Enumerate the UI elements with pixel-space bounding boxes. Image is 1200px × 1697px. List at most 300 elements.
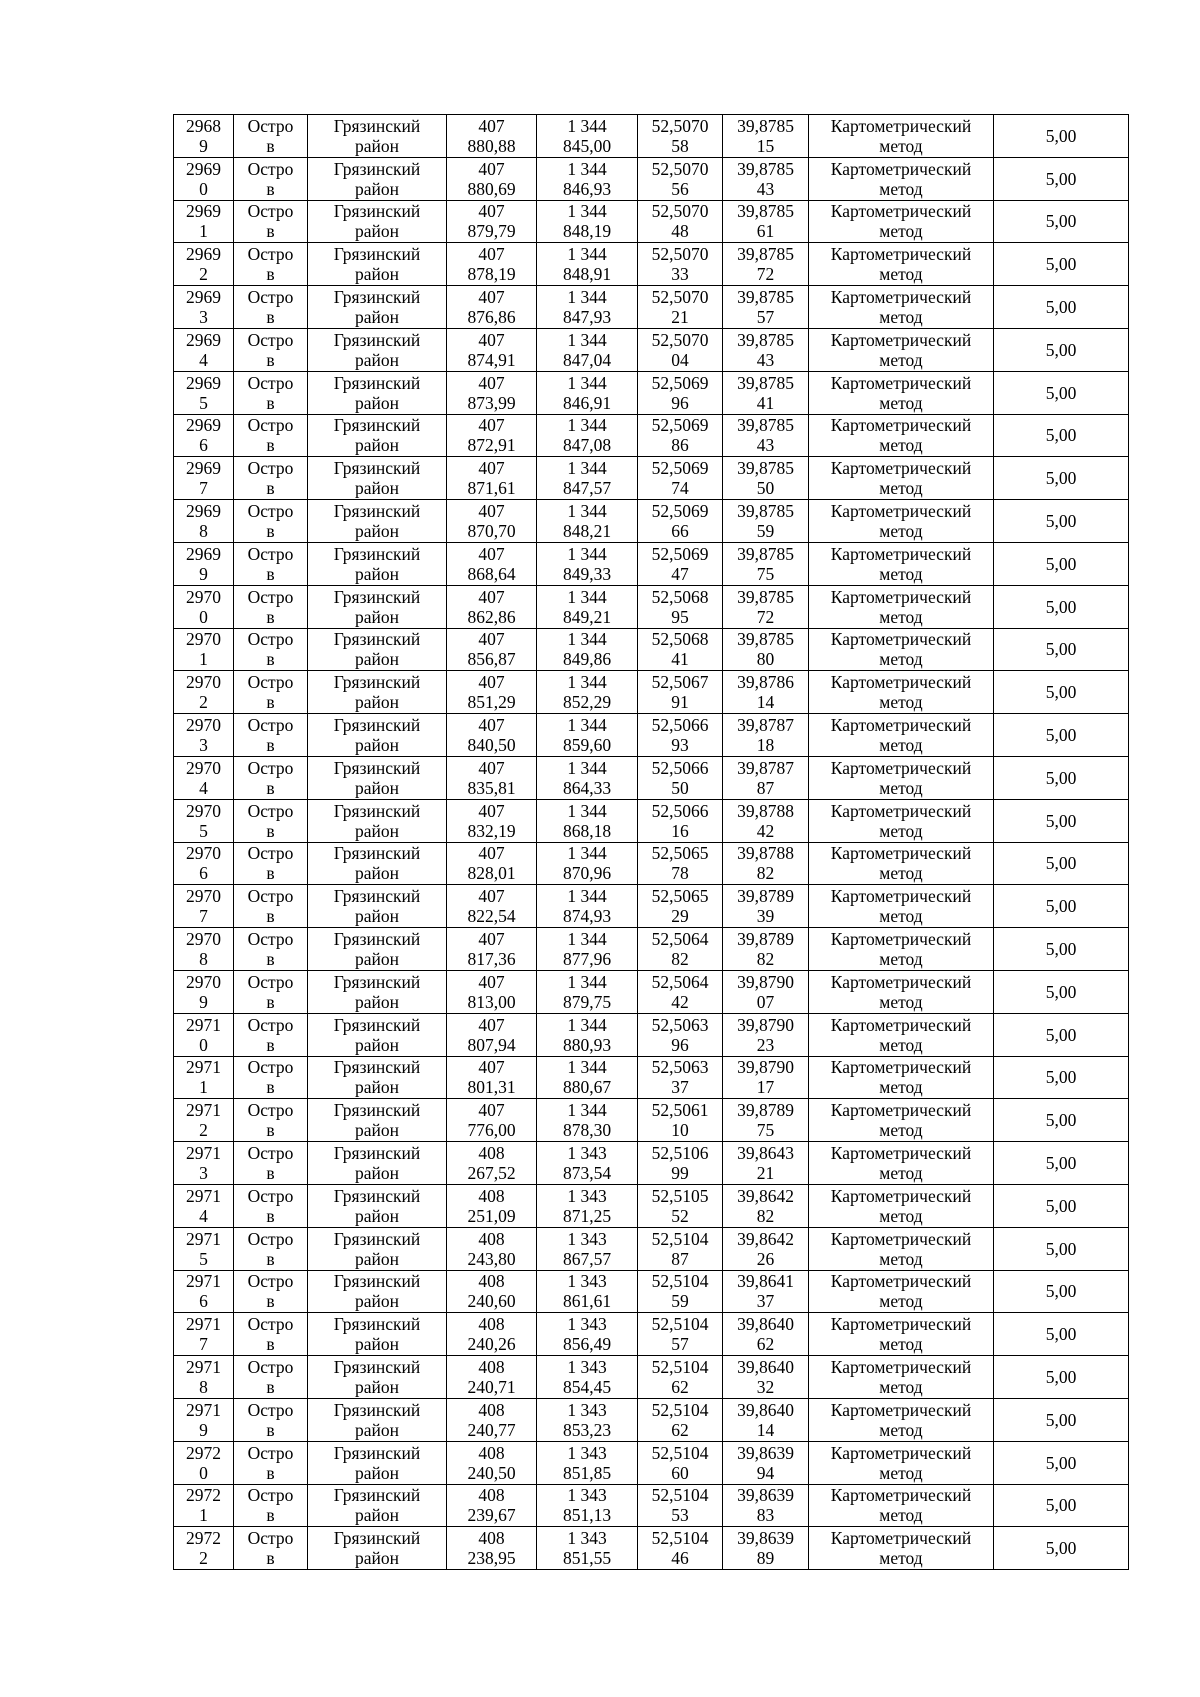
cell-line: 868,64 [467, 563, 516, 584]
cell-line: 52,5104 [651, 1357, 709, 1377]
method-cell [809, 1441, 994, 1484]
cell-line: 21 [671, 307, 689, 328]
cell-line: 39,8789 [737, 1100, 794, 1121]
coord-x-cell [447, 628, 537, 671]
cell-line: Остро [247, 971, 294, 992]
coord-x-cell [447, 371, 537, 414]
cell-line: 2969 [186, 415, 221, 436]
cell-line: 4 [199, 777, 208, 798]
cell-line: Остро [247, 1057, 294, 1078]
object-type-cell [234, 842, 308, 885]
cell-line: 1 344 [567, 672, 607, 693]
cell-line: 96 [671, 1034, 689, 1055]
cell-line: 846,93 [562, 178, 612, 199]
method-cell [809, 842, 994, 885]
cell-line: метод [879, 1077, 923, 1098]
longitude-cell [723, 542, 809, 585]
longitude-cell [723, 585, 809, 628]
accuracy-cell: 5,00 [994, 243, 1129, 286]
table-row [174, 1441, 1129, 1484]
longitude-cell [723, 928, 809, 971]
point-number-cell [174, 457, 234, 500]
cell-line: район [355, 178, 399, 199]
point-number-cell [174, 1142, 234, 1185]
cell-line: 2970 [186, 672, 221, 693]
cell-line: 874,93 [562, 906, 612, 927]
cell-line: Картометрический [830, 415, 972, 436]
object-type-cell [234, 1099, 308, 1142]
cell-line: 52,5066 [651, 715, 709, 736]
cell-line: 43 [756, 178, 775, 199]
cell-line: в [266, 264, 275, 285]
cell-line: 407 [478, 886, 505, 907]
latitude-cell [638, 243, 723, 286]
cell-line: 407 [478, 672, 505, 693]
cell-line: 82 [756, 863, 775, 884]
point-number-cell [174, 1484, 234, 1527]
point-number-cell [174, 1527, 234, 1570]
cell-line: 407 [478, 1057, 505, 1078]
coord-y-cell [537, 970, 638, 1013]
coord-y-cell [537, 885, 638, 928]
cell-line: 94 [756, 1462, 775, 1483]
cell-line: 1 344 [567, 586, 607, 607]
coord-y-cell [537, 243, 638, 286]
cell-line: 39,8642 [737, 1185, 794, 1206]
method-cell [809, 1013, 994, 1056]
cell-line: 83 [756, 1505, 775, 1526]
cell-line: район [355, 1248, 399, 1269]
district-cell [308, 243, 447, 286]
cell-line: 39,8788 [737, 800, 794, 821]
coord-y-cell [537, 799, 638, 842]
cell-line: 17 [756, 1077, 775, 1098]
cell-line: Остро [247, 800, 294, 821]
object-type-cell [234, 1313, 308, 1356]
longitude-cell [723, 714, 809, 757]
table-row [174, 1013, 1129, 1056]
latitude-cell [638, 714, 723, 757]
cell-line: район [355, 1462, 399, 1483]
cell-line: 53 [671, 1505, 689, 1526]
district-cell [308, 714, 447, 757]
cell-line: 39,8640 [737, 1399, 794, 1420]
cell-line: 1 344 [567, 1014, 607, 1035]
coord-x-cell [447, 1441, 537, 1484]
cell-line: метод [879, 1505, 923, 1526]
cell-line: 99 [671, 1163, 689, 1184]
cell-line: 1 343 [567, 1399, 607, 1420]
table-row [174, 714, 1129, 757]
cell-line: 39,8785 [737, 201, 794, 222]
cell-line: 33 [671, 264, 689, 285]
cell-line: 39,8785 [737, 586, 794, 607]
method-cell [809, 585, 994, 628]
district-cell [308, 628, 447, 671]
cell-line: 6 [199, 863, 208, 884]
cell-line: Грязинский [333, 415, 421, 436]
cell-line: 2972 [186, 1485, 221, 1506]
cell-line: Грязинский [333, 886, 421, 907]
object-type-cell [234, 1527, 308, 1570]
object-type-cell [234, 200, 308, 243]
cell-line: 1 [199, 1077, 208, 1098]
coord-x-cell [447, 286, 537, 329]
cell-line: 9 [199, 991, 208, 1012]
cell-line: в [266, 1419, 275, 1440]
cell-line: 39,8785 [737, 629, 794, 650]
cell-line: 52,5104 [651, 1528, 709, 1549]
cell-line: Картометрический [830, 201, 972, 222]
cell-line: в [266, 735, 275, 756]
cell-line: в [266, 1462, 275, 1483]
cell-line: Картометрический [830, 715, 972, 736]
cell-line: 2968 [186, 115, 221, 136]
district-cell [308, 1356, 447, 1399]
cell-line: 2971 [186, 1271, 221, 1292]
cell-line: 93 [671, 735, 689, 756]
cell-line: Грязинский [333, 458, 421, 479]
coord-x-cell [447, 1398, 537, 1441]
cell-line: 52,5068 [651, 586, 709, 607]
cell-line: 1 [199, 1505, 208, 1526]
cell-line: в [266, 1291, 275, 1312]
latitude-cell [638, 671, 723, 714]
cell-line: 854,45 [562, 1377, 612, 1397]
cell-line: Остро [247, 115, 294, 136]
district-cell [308, 1313, 447, 1356]
cell-line: 2971 [186, 1100, 221, 1121]
longitude-cell [723, 1356, 809, 1399]
cell-line: Картометрический [830, 501, 972, 522]
cell-line: 39,8789 [737, 886, 794, 907]
table-row [174, 115, 1129, 158]
longitude-cell [723, 457, 809, 500]
cell-line: в [266, 349, 275, 370]
cell-line: 407 [478, 715, 505, 736]
cell-line: Картометрический [830, 244, 972, 265]
cell-line: Грязинский [333, 1528, 421, 1549]
method-cell [809, 115, 994, 158]
cell-line: 52,5104 [651, 1314, 709, 1335]
cell-line: Грязинский [333, 843, 421, 864]
cell-line: Остро [247, 1485, 294, 1506]
coord-y-cell [537, 1142, 638, 1185]
table-row [174, 1313, 1129, 1356]
cell-line: 407 [478, 843, 505, 864]
cell-line: Остро [247, 1228, 294, 1249]
cell-line: 62 [756, 1334, 775, 1355]
cell-line: 1 344 [567, 1057, 607, 1078]
longitude-cell [723, 200, 809, 243]
coord-x-cell [447, 1356, 537, 1399]
table-row [174, 286, 1129, 329]
cell-line: метод [879, 135, 923, 156]
cell-line: 78 [671, 863, 689, 884]
cell-line: 26 [756, 1248, 775, 1269]
accuracy-cell: 5,00 [994, 1313, 1129, 1356]
cell-line: 1 344 [567, 800, 607, 821]
cell-line: 87 [671, 1248, 689, 1269]
cell-line: Остро [247, 586, 294, 607]
cell-line: 39,8785 [737, 287, 794, 308]
district-cell [308, 799, 447, 842]
cell-line: Картометрический [830, 158, 972, 179]
cell-line: 835,81 [467, 777, 516, 798]
cell-line: в [266, 307, 275, 328]
cell-line: 0 [199, 1462, 208, 1483]
coord-x-cell [447, 842, 537, 885]
cell-line: 240,50 [467, 1462, 516, 1483]
object-type-cell [234, 115, 308, 158]
cell-line: 408 [478, 1228, 505, 1249]
cell-line: 846,91 [562, 392, 612, 413]
cell-line: 39,8788 [737, 843, 794, 864]
cell-line: 52,5063 [651, 1057, 709, 1078]
cell-line: район [355, 1419, 399, 1440]
district-cell [308, 1270, 447, 1313]
cell-line: 1 343 [567, 1228, 607, 1249]
cell-line: 1 344 [567, 501, 607, 522]
method-cell [809, 799, 994, 842]
method-cell [809, 371, 994, 414]
cell-line: 52,5070 [651, 115, 709, 136]
district-cell [308, 1484, 447, 1527]
cell-line: 66 [671, 521, 689, 542]
cell-line: 2969 [186, 201, 221, 222]
cell-line: 07 [756, 991, 775, 1012]
latitude-cell [638, 756, 723, 799]
coord-y-cell [537, 928, 638, 971]
table-row [174, 1099, 1129, 1142]
cell-line: район [355, 135, 399, 156]
cell-line: 407 [478, 415, 505, 436]
coord-y-cell [537, 1270, 638, 1313]
cell-line: Картометрический [830, 1357, 972, 1377]
cell-line: метод [879, 1034, 923, 1055]
cell-line: в [266, 1248, 275, 1269]
coord-x-cell [447, 1099, 537, 1142]
cell-line: 2 [199, 692, 208, 713]
cell-line: 239,67 [467, 1505, 516, 1526]
longitude-cell [723, 1227, 809, 1270]
cell-line: 74 [671, 478, 689, 499]
cell-line: 2971 [186, 1399, 221, 1420]
cell-line: 41 [671, 649, 689, 670]
latitude-cell [638, 1099, 723, 1142]
table-row [174, 970, 1129, 1013]
cell-line: метод [879, 649, 923, 670]
cell-line: 848,19 [562, 221, 612, 242]
cell-line: в [266, 521, 275, 542]
cell-line: 2970 [186, 843, 221, 864]
cell-line: метод [879, 563, 923, 584]
object-type-cell [234, 286, 308, 329]
cell-line: Картометрический [830, 543, 972, 564]
cell-line: район [355, 435, 399, 456]
cell-line: 238,95 [467, 1548, 516, 1569]
cell-line: 408 [478, 1528, 505, 1549]
cell-line: 62 [671, 1377, 689, 1397]
cell-line: 1 344 [567, 158, 607, 179]
cell-line: в [266, 1120, 275, 1141]
cell-line: 878,30 [562, 1120, 612, 1141]
table-row [174, 756, 1129, 799]
cell-line: 2971 [186, 1185, 221, 1206]
cell-line: Картометрический [830, 929, 972, 950]
cell-line: 1 344 [567, 715, 607, 736]
object-type-cell [234, 1441, 308, 1484]
longitude-cell [723, 115, 809, 158]
cell-line: 1 343 [567, 1357, 607, 1377]
cell-line: район [355, 863, 399, 884]
point-number-cell [174, 1099, 234, 1142]
cell-line: 880,69 [467, 178, 516, 199]
point-number-cell [174, 1056, 234, 1099]
coord-y-cell [537, 371, 638, 414]
cell-line: в [266, 1205, 275, 1226]
cell-line: Остро [247, 415, 294, 436]
object-type-cell [234, 1227, 308, 1270]
cell-line: Картометрический [830, 329, 972, 350]
cell-line: 407 [478, 929, 505, 950]
cell-line: 52,5064 [651, 971, 709, 992]
cell-line: 832,19 [467, 820, 516, 841]
cell-line: 871,61 [467, 478, 516, 499]
object-type-cell [234, 671, 308, 714]
accuracy-cell: 5,00 [994, 842, 1129, 885]
cell-line: Картометрический [830, 1528, 972, 1549]
cell-line: район [355, 1377, 399, 1397]
cell-line: 82 [756, 1205, 775, 1226]
point-number-cell [174, 885, 234, 928]
cell-line: 39,8642 [737, 1228, 794, 1249]
table-row [174, 1184, 1129, 1227]
cell-line: Картометрический [830, 672, 972, 693]
object-type-cell [234, 970, 308, 1013]
longitude-cell [723, 799, 809, 842]
accuracy-cell: 5,00 [994, 1013, 1129, 1056]
cell-line: Картометрический [830, 1143, 972, 1164]
latitude-cell [638, 1142, 723, 1185]
district-cell [308, 585, 447, 628]
cell-line: 2970 [186, 757, 221, 778]
cell-line: 848,91 [562, 264, 612, 285]
cell-line: Картометрический [830, 1100, 972, 1121]
cell-line: в [266, 1034, 275, 1055]
cell-line: Картометрический [830, 1485, 972, 1506]
cell-line: 851,55 [562, 1548, 612, 1569]
cell-line: 2971 [186, 1057, 221, 1078]
cell-line: Остро [247, 372, 294, 393]
cell-line: 1 344 [567, 1100, 607, 1121]
table-row [174, 157, 1129, 200]
cell-line: в [266, 1505, 275, 1526]
cell-line: метод [879, 435, 923, 456]
cell-line: 95 [671, 606, 689, 627]
cell-line: Остро [247, 1271, 294, 1292]
accuracy-cell: 5,00 [994, 457, 1129, 500]
cell-line: 1 343 [567, 1314, 607, 1335]
table-row [174, 1356, 1129, 1399]
coord-x-cell [447, 457, 537, 500]
cell-line: в [266, 135, 275, 156]
point-number-cell [174, 1356, 234, 1399]
table-row [174, 928, 1129, 971]
cell-line: 2970 [186, 971, 221, 992]
longitude-cell [723, 414, 809, 457]
accuracy-cell: 5,00 [994, 585, 1129, 628]
cell-line: 3 [199, 735, 208, 756]
cell-line: Картометрический [830, 115, 972, 136]
latitude-cell [638, 928, 723, 971]
accuracy-cell: 5,00 [994, 1227, 1129, 1270]
cell-line: Грязинский [333, 971, 421, 992]
cell-line: 39,8643 [737, 1143, 794, 1164]
cell-line: 8 [199, 949, 208, 970]
object-type-cell [234, 414, 308, 457]
point-number-cell [174, 1270, 234, 1313]
cell-line: Грязинский [333, 287, 421, 308]
longitude-cell [723, 500, 809, 543]
cell-line: 39,8639 [737, 1485, 794, 1506]
coord-x-cell [447, 1270, 537, 1313]
accuracy-cell: 5,00 [994, 286, 1129, 329]
cell-line: Картометрический [830, 1057, 972, 1078]
object-type-cell [234, 928, 308, 971]
cell-line: 2970 [186, 715, 221, 736]
method-cell [809, 928, 994, 971]
cell-line: 50 [671, 777, 689, 798]
cell-line: 2970 [186, 929, 221, 950]
longitude-cell [723, 1313, 809, 1356]
cell-line: Грязинский [333, 158, 421, 179]
cell-line: 52,5070 [651, 287, 709, 308]
cell-line: 52,5069 [651, 501, 709, 522]
cell-line: в [266, 991, 275, 1012]
cell-line: метод [879, 692, 923, 713]
cell-line: 7 [199, 478, 208, 499]
cell-line: 39,8785 [737, 372, 794, 393]
cell-line: 91 [671, 692, 689, 713]
cell-line: 2971 [186, 1143, 221, 1164]
cell-line: метод [879, 1419, 923, 1440]
district-cell [308, 1527, 447, 1570]
accuracy-cell: 5,00 [994, 1356, 1129, 1399]
object-type-cell [234, 243, 308, 286]
cell-line: Картометрический [830, 1271, 972, 1292]
cell-line: район [355, 991, 399, 1012]
table-row [174, 1484, 1129, 1527]
table-body [174, 115, 1129, 1570]
latitude-cell [638, 1484, 723, 1527]
method-cell [809, 500, 994, 543]
cell-line: Остро [247, 1100, 294, 1121]
method-cell [809, 1184, 994, 1227]
object-type-cell [234, 500, 308, 543]
cell-line: 2972 [186, 1528, 221, 1549]
cell-line: район [355, 392, 399, 413]
longitude-cell [723, 1527, 809, 1570]
table-row [174, 628, 1129, 671]
cell-line: Остро [247, 886, 294, 907]
object-type-cell [234, 1056, 308, 1099]
cell-line: в [266, 1548, 275, 1569]
cell-line: 853,23 [562, 1419, 612, 1440]
coord-y-cell [537, 1356, 638, 1399]
cell-line: 817,36 [467, 949, 516, 970]
coord-y-cell [537, 1099, 638, 1142]
